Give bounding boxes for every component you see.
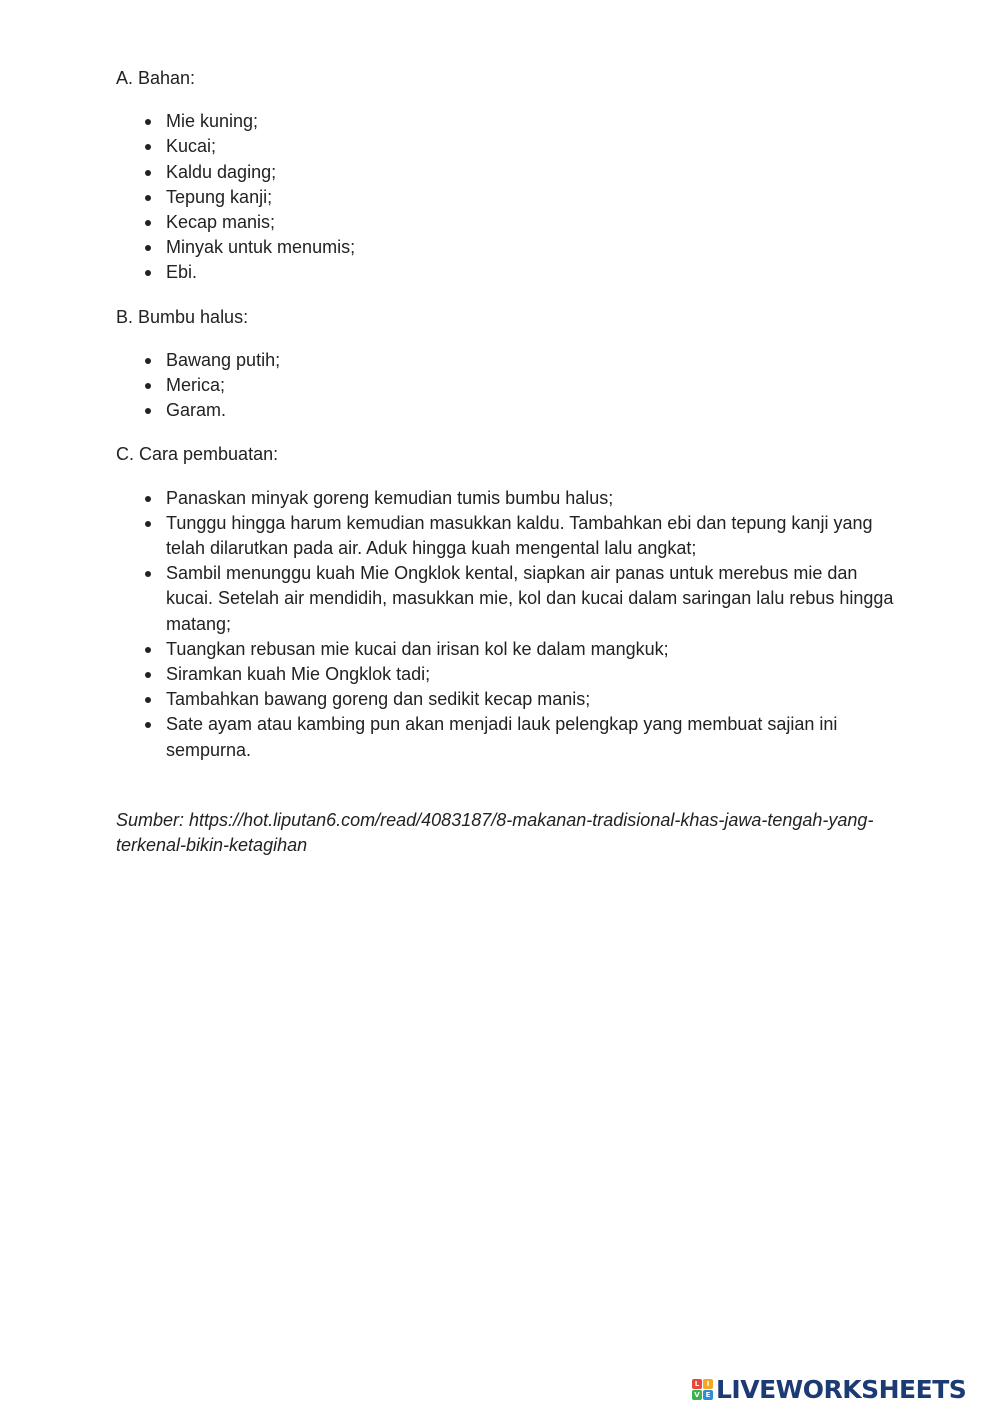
list-item: Garam. xyxy=(166,398,896,423)
logo-text: LIVEWORKSHEETS xyxy=(716,1374,967,1404)
list-item: Tepung kanji; xyxy=(166,185,896,210)
liveworksheets-logo xyxy=(692,1372,966,1406)
logo-mark-letter: V xyxy=(692,1390,702,1400)
list-item: Kaldu daging; xyxy=(166,160,896,185)
list-item: Siramkan kuah Mie Ongklok tadi; xyxy=(166,662,896,687)
list-item: Mie kuning; xyxy=(166,109,896,134)
list-item: Bawang putih; xyxy=(166,348,896,373)
list-item: Tunggu hingga harum kemudian masukkan kaldu. Tambahkan ebi dan tepung kanji yang telah dilarutkan pada air. Aduk hingga kuah mengental lalu angkat; xyxy=(166,511,896,561)
list-item: Kecap manis; xyxy=(166,210,896,235)
section-a-heading: A. Bahan: xyxy=(116,68,196,88)
section-a-list xyxy=(116,109,896,285)
list-item: Merica; xyxy=(166,373,896,398)
list-item: Tuangkan rebusan mie kucai dan irisan kol ke dalam mangkuk; xyxy=(166,637,896,662)
logo-mark-letter: E xyxy=(703,1390,713,1400)
list-item: Panaskan minyak goreng kemudian tumis bumbu halus; xyxy=(166,486,896,511)
section-b-list xyxy=(116,348,896,424)
section-c-heading: C. Cara pembuatan: xyxy=(116,444,279,465)
worksheet-content xyxy=(116,66,896,763)
logo-mark-letter: L xyxy=(692,1379,702,1389)
logo-mark-icon xyxy=(692,1379,713,1400)
section-b-heading: B. Bumbu halus: xyxy=(116,306,249,327)
list-item: Sambil menunggu kuah Mie Ongklok kental, siapkan air panas untuk merebus mie dan kucai. Setelah air mendidih, masukkan mie, kol dan kucai dalam saringan lalu rebus hingga matang; xyxy=(166,561,896,637)
list-item: Kucai; xyxy=(166,134,896,159)
source-citation: Sumber: https://hot.liputan6.com/read/4083187/8-makanan-tradisional-khas-jawa-tengah-yang-terkenal-bikin-ketagihan xyxy=(116,810,874,856)
section-c-list xyxy=(116,486,896,763)
list-item: Tambahkan bawang goreng dan sedikit kecap manis; xyxy=(166,687,896,712)
list-item: Ebi. xyxy=(166,260,896,285)
list-item: Minyak untuk menumis; xyxy=(166,235,896,260)
logo-mark-letter: I xyxy=(703,1379,713,1389)
list-item: Sate ayam atau kambing pun akan menjadi lauk pelengkap yang membuat sajian ini sempurna. xyxy=(166,712,896,762)
